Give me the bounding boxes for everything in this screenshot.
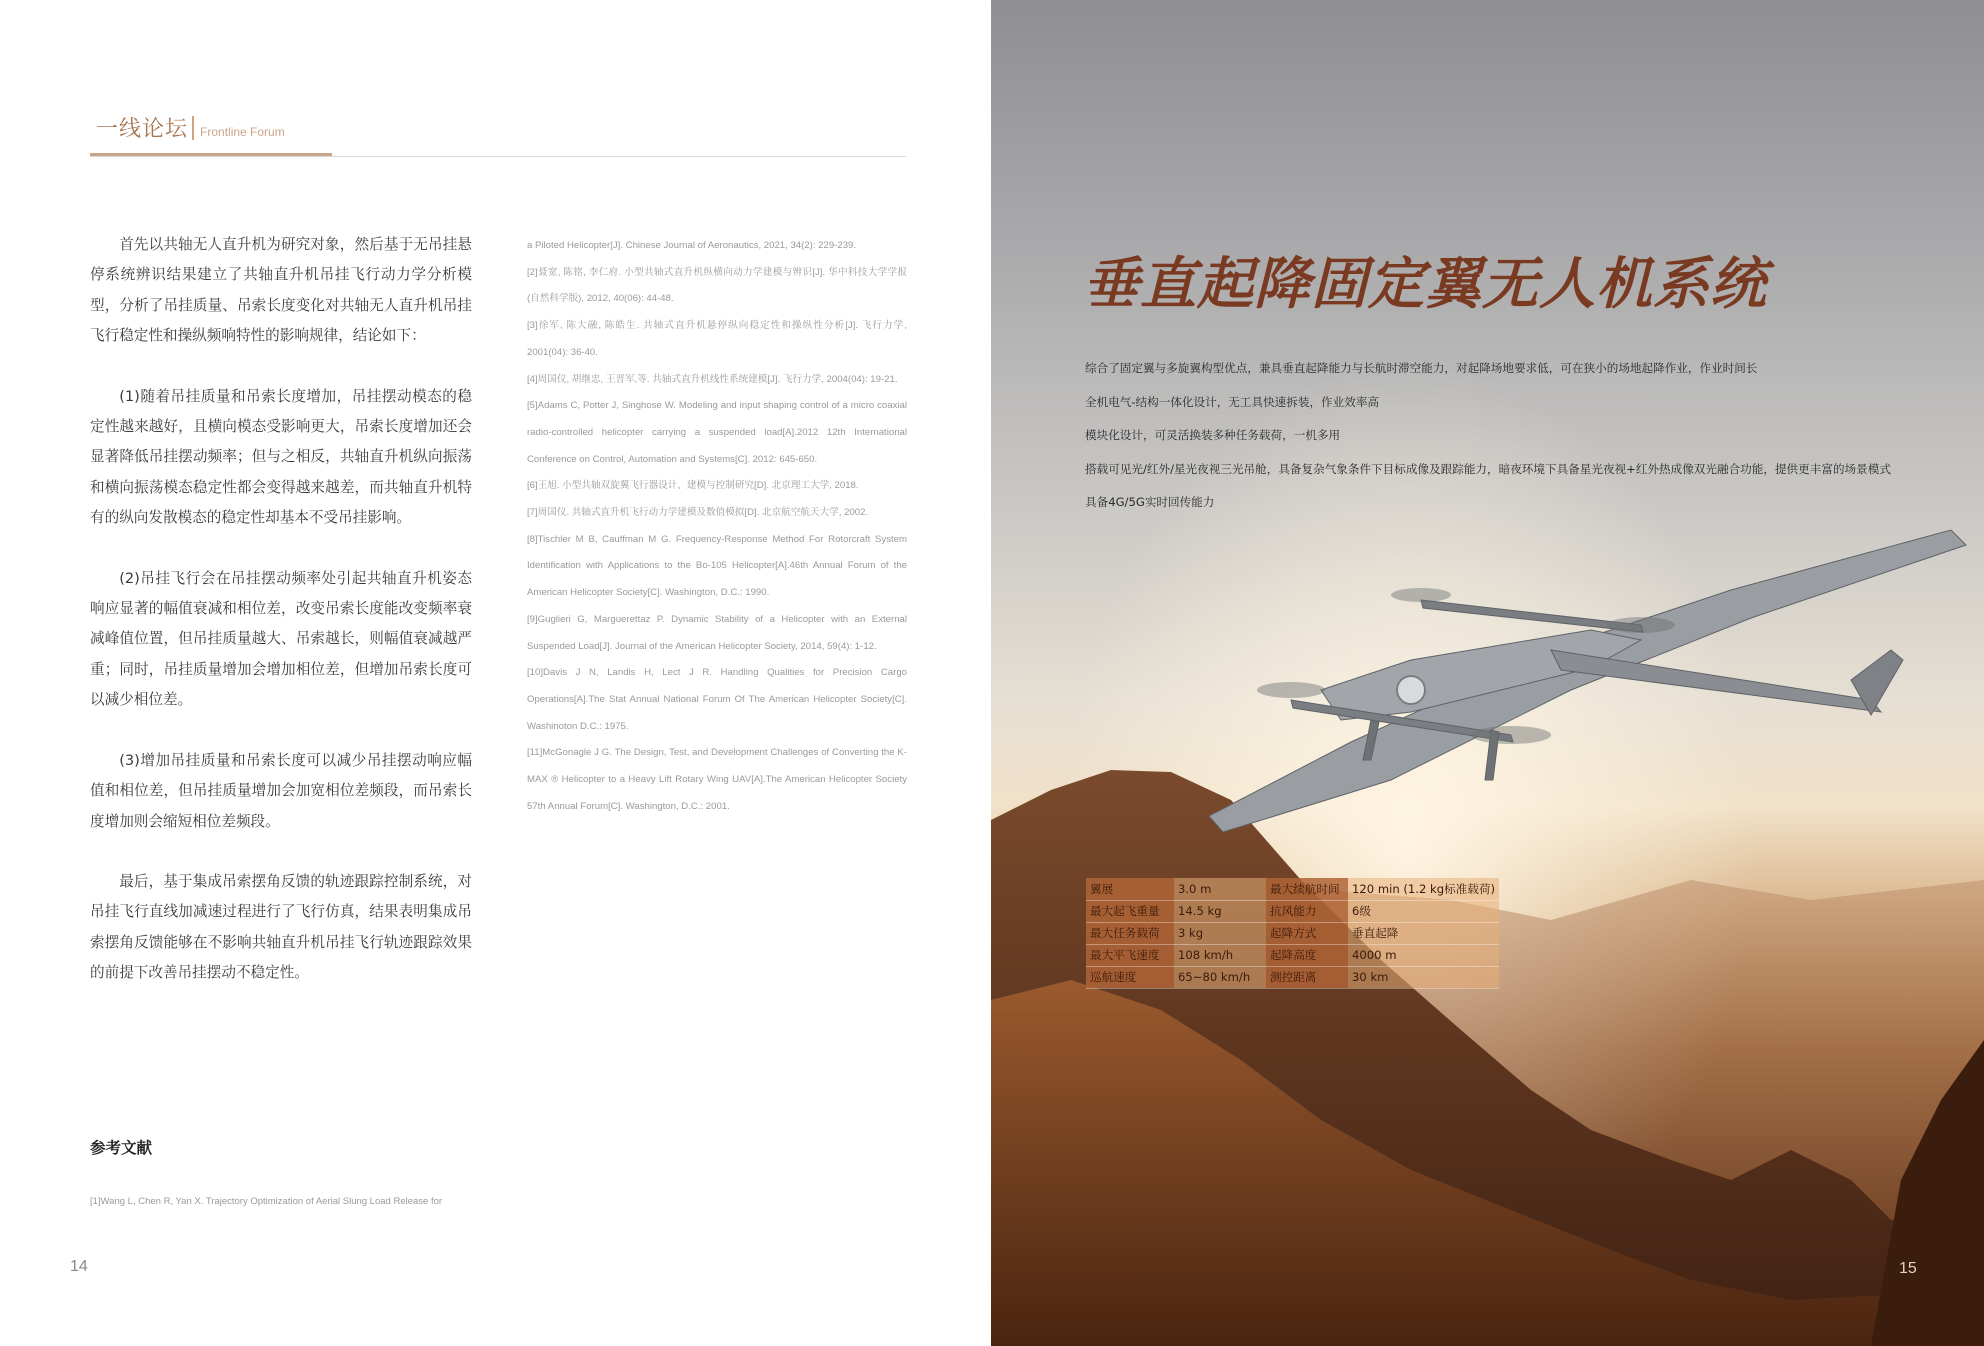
spec-value: 65~80 km/h: [1174, 966, 1266, 988]
spec-row: [1086, 900, 1499, 922]
spec-label: 起降方式: [1266, 922, 1348, 944]
body-paragraph: 首先以共轴无人直升机为研究对象，然后基于无吊挂悬停系统辨识结果建立了共轴直升机吊挂飞行动力学分析模型，分析了吊挂质量、吊索长度变化对共轴无人直升机吊挂飞行稳定性和操纵频响特性的影响规律，结论如下：: [90, 236, 472, 345]
spec-value: 3.0 m: [1174, 878, 1266, 900]
reference-item: [2]聂宽, 陈铭, 李仁府. 小型共轴式直升机纵横向动力学建模与辨识[J]. 华中科技大学学报(自然科学版), 2012, 40(06): 44-48.: [527, 266, 907, 305]
section-subtitle: Frontline Forum: [200, 125, 285, 139]
spec-row: [1086, 922, 1499, 944]
feature-item: 全机电气-结构一体化设计，无工具快速拆装，作业效率高: [1085, 394, 1380, 409]
spec-value: 6级: [1348, 900, 1499, 922]
references-column: [527, 233, 907, 820]
body-paragraph: (1)随着吊挂质量和吊索长度增加，吊挂摆动模态的稳定性越来越好，且横向模态受影响更大，吊索长度增加还会显著降低吊挂摆动频率；但与之相反，共轴直升机纵向振荡和横向振荡模态稳定性都会变得越来越差，而共轴直升机特有的纵向发散模态的稳定性却基本不受吊挂影响。: [90, 387, 472, 527]
spec-value: 120 min (1.2 kg标准载荷): [1348, 878, 1499, 900]
spec-label: 起降高度: [1266, 944, 1348, 966]
spec-label: 测控距离: [1266, 966, 1348, 988]
references-heading: 参考文献: [90, 1139, 153, 1157]
reference-item: [7]周国仪. 共轴式直升机飞行动力学建模及数值模拟[D]. 北京航空航天大学, 2002.: [527, 507, 869, 519]
right-page: [991, 0, 1984, 1346]
spec-label: 最大起飞重量: [1086, 900, 1174, 922]
spec-label: 最大平飞速度: [1086, 944, 1174, 966]
spec-row: [1086, 944, 1499, 966]
feature-item: 具备4G/5G实时回传能力: [1085, 495, 1215, 509]
reference-item: [11]McGonagle J G. The Design, Test, and Development Challenges of Converting the K-MAX ® Helicopter to a Heavy Lift Rotary Wing UAV[A].The American Helicopter Society 57th Annual Forum[C]. Washington, D.C.: 2001.: [527, 747, 907, 812]
spec-row: [1086, 878, 1499, 900]
reference-item: [1]Wang L, Chen R, Yan X. Trajectory Optimization of Aerial Slung Load Release for: [90, 1196, 443, 1207]
reference-item: [8]Tischler M B, Cauffman M G. Frequency-Response Method For Rotorcraft System Identification with Applications to the Bo-105 Helicopter[A].46th Annual Forum of the American Helicopter Society[C]. Washington, D.C.: 1990.: [527, 533, 907, 599]
spec-value: 4000 m: [1348, 944, 1499, 966]
body-paragraph: (3)增加吊挂质量和吊索长度可以减少吊挂摆动响应幅值和相位差，但吊挂质量增加会加宽相位差频段，而吊索长度增加则会缩短相位差频段。: [90, 751, 472, 830]
feature-list: [1085, 352, 1945, 520]
reference-item: [10]Davis J N, Landis H, Lect J R. Handling Qualities for Precision Cargo Operations[A].The Stat Annual National Forum Of The American Helicopter Society[C]. Washinoton D.C.: 1975.: [527, 667, 907, 732]
spec-label: 最大任务载荷: [1086, 922, 1174, 944]
spec-label: 最大续航时间: [1266, 878, 1348, 900]
vtol-drone-image: [991, 0, 1984, 1346]
product-title: 垂直起降固定翼无人机系统: [1083, 252, 1767, 317]
reference-item: [5]Adams C, Potter J, Singhose W. Modeling and input shaping control of a micro coaxial radio-controlled helicopter carrying a suspended load[A].2012 12th International Conference on Control, Automation and Systems[C]. 2012: 645-650.: [527, 400, 907, 465]
spec-label: 翼展: [1086, 878, 1174, 900]
reference-item: [6]王旭. 小型共轴双旋翼飞行器设计、建模与控制研究[D]. 北京理工大学, 2018.: [527, 480, 859, 492]
spec-value: 垂直起降: [1348, 922, 1499, 944]
reference-item: a Piloted Helicopter[J]. Chinese Journal of Aeronautics, 2021, 34(2): 229-239.: [527, 240, 857, 251]
spec-value: 3 kg: [1174, 922, 1266, 944]
feature-item: 模块化设计，可灵活换装多种任务载荷，一机多用: [1085, 428, 1341, 442]
spec-row: [1086, 966, 1499, 988]
body-paragraph: (2)吊挂飞行会在吊挂摆动频率处引起共轴直升机姿态响应显著的幅值衰减和相位差，改变吊索长度能改变频率衰减峰值位置，但吊挂质量越大、吊索越长，则幅值衰减越严重；同时，吊挂质量增加会增加相位差，但增加吊索长度可以减少相位差。: [90, 569, 472, 709]
header-divider: [192, 116, 194, 140]
body-column: [90, 230, 472, 1019]
reference-item: [9]Guglieri G, Marguerettaz P. Dynamic Stability of a Helicopter with an External Suspended Load[J]. Journal of the American Helicopter Society, 2014, 59(4): 1-12.: [527, 613, 907, 652]
page-number: 14: [70, 1258, 88, 1275]
spec-value: 108 km/h: [1174, 944, 1266, 966]
page-number: 15: [1899, 1260, 1917, 1277]
spec-label: 巡航速度: [1086, 966, 1174, 988]
reference-item: [3]徐军, 陈大融, 陈皓生. 共轴式直升机悬停纵向稳定性和操纵性分析[J]. 飞行力学, 2001(04): 36-40.: [527, 320, 907, 358]
section-header: [96, 112, 285, 143]
spec-table: [1086, 878, 1499, 989]
left-page: [0, 0, 991, 1346]
header-rule: [90, 156, 906, 157]
body-paragraph: 最后，基于集成吊索摆角反馈的轨迹跟踪控制系统，对吊挂飞行直线加减速过程进行了飞行仿真，结果表明集成吊索摆角反馈能够在不影响共轴直升机吊挂飞行轨迹跟踪效果的前提下改善吊挂摆动不稳定性。: [90, 872, 472, 982]
spec-value: 14.5 kg: [1174, 900, 1266, 922]
spec-label: 抗风能力: [1266, 900, 1348, 922]
spec-value: 30 km: [1348, 966, 1499, 988]
feature-item: 综合了固定翼与多旋翼构型优点，兼具垂直起降能力与长航时滞空能力，对起降场地要求低，可在狭小的场地起降作业，作业时间长: [1085, 361, 1758, 375]
feature-item: 搭载可见光/红外/星光夜视三光吊舱，具备复杂气象条件下目标成像及跟踪能力，暗夜环境下具备星光夜视+红外热成像双光融合功能，提供更丰富的场景模式: [1085, 461, 1891, 476]
reference-item: [4]周国仪, 胡继忠, 王晋军,等. 共轴式直升机线性系统建模[J]. 飞行力学, 2004(04): 19-21.: [527, 373, 898, 385]
section-title: 一线论坛: [96, 117, 189, 142]
